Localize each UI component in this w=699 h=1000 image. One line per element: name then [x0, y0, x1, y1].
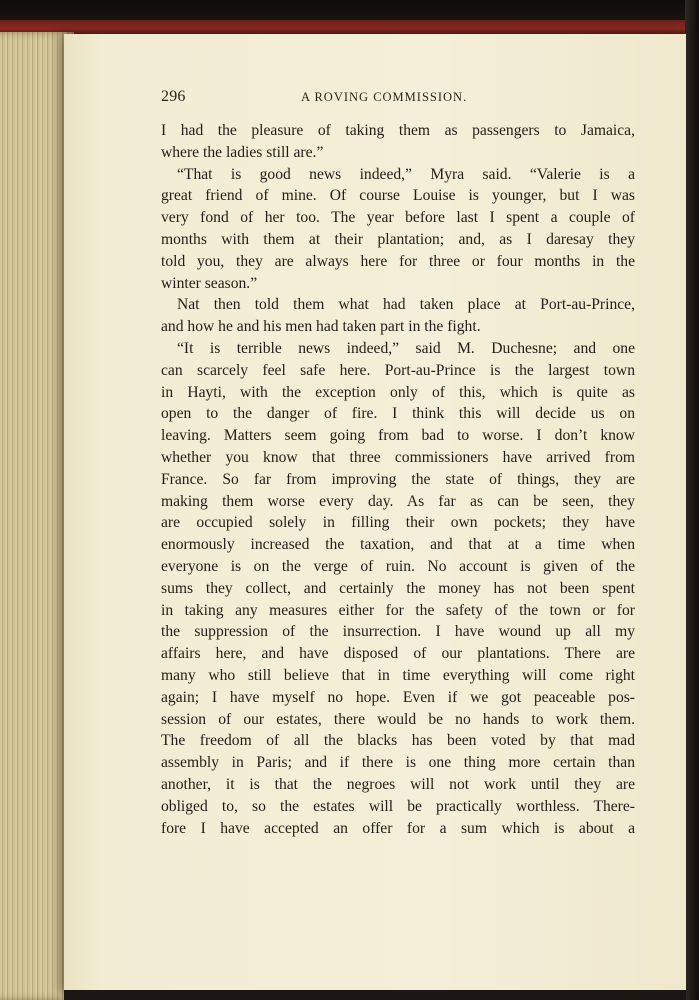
text-line: open to the danger of fire. I think this will decide us on: [161, 405, 635, 423]
right-dark-strip: [685, 0, 699, 1000]
text-line: Nat then told them what had taken place at Port-au-Prince,: [177, 296, 635, 314]
running-head: A ROVING COMMISSION.: [301, 90, 468, 104]
text-line: sums they collect, and certainly the money has not been spent: [161, 579, 635, 597]
text-line: can scarcely feel safe here. Port-au-Prince is the largest town: [161, 361, 635, 379]
text-line: assembly in Paris; and if there is one thing more certain than: [161, 754, 635, 772]
text-line: The freedom of all the blacks has been voted by that mad: [161, 732, 635, 750]
body-text: [161, 120, 635, 839]
text-line: fore I have accepted an offer for a sum which is about a: [161, 819, 635, 837]
text-line: told you, they are always here for three or four months in the: [161, 252, 635, 270]
text-line: I had the pleasure of taking them as passengers to Jamaica,: [161, 122, 635, 139]
text-line: “It is terrible news indeed,” said M. Duchesne; and one: [177, 339, 635, 357]
text-line: whether you know that three commissioners have arrived from: [161, 448, 635, 466]
text-line: very fond of her too. The year before last I spent a couple of: [161, 209, 635, 227]
text-line: in Hayti, with the exception only of this, which is quite as: [161, 383, 635, 401]
text-line: in taking any measures either for the safety of the town or for: [161, 601, 635, 619]
text-line: another, it is that the negroes will not work until they are: [161, 775, 635, 793]
text-line: everyone is on the verge of ruin. No account is given of the: [161, 557, 635, 575]
text-line: months with them at their plantation; and, as I daresay they: [161, 230, 635, 248]
page-number: 296: [161, 88, 186, 105]
page-edges-stack: [0, 32, 74, 1000]
text-line: affairs here, and have disposed of our plantations. There are: [161, 645, 635, 663]
text-line: where the ladies still are.”: [161, 143, 324, 161]
text-line: session of our estates, there would be no hands to work them.: [161, 710, 635, 728]
text-line: again; I have myself no hope. Even if we got peaceable pos-: [161, 688, 635, 706]
text-line: enormously increased the taxation, and that at a time when: [161, 536, 635, 554]
book-bottom-shadow: [64, 990, 686, 1000]
text-line: France. So far from improving the state of things, they are: [161, 470, 635, 488]
text-line: leaving. Matters seem going from bad to worse. I don’t know: [161, 427, 635, 445]
text-line: and how he and his men had taken part in the fight.: [161, 318, 481, 336]
text-line: great friend of mine. Of course Louise is younger, but I was: [161, 187, 635, 205]
red-cover-edge: [0, 20, 699, 34]
text-line: are occupied solely in filling their own pockets; they have: [161, 514, 635, 532]
page-header: [161, 88, 635, 108]
text-line: the suppression of the insurrection. I have wound up all my: [161, 623, 635, 641]
text-line: many who still believe that in time everything will come right: [161, 666, 635, 684]
text-line: winter season.”: [161, 274, 258, 292]
text-line: obliged to, so the estates will be practically worthless. There-: [161, 797, 635, 815]
text-line: “That is good news indeed,” Myra said. “Valerie is a: [177, 165, 635, 183]
text-line: making them worse every day. As far as can be seen, they: [161, 492, 635, 510]
